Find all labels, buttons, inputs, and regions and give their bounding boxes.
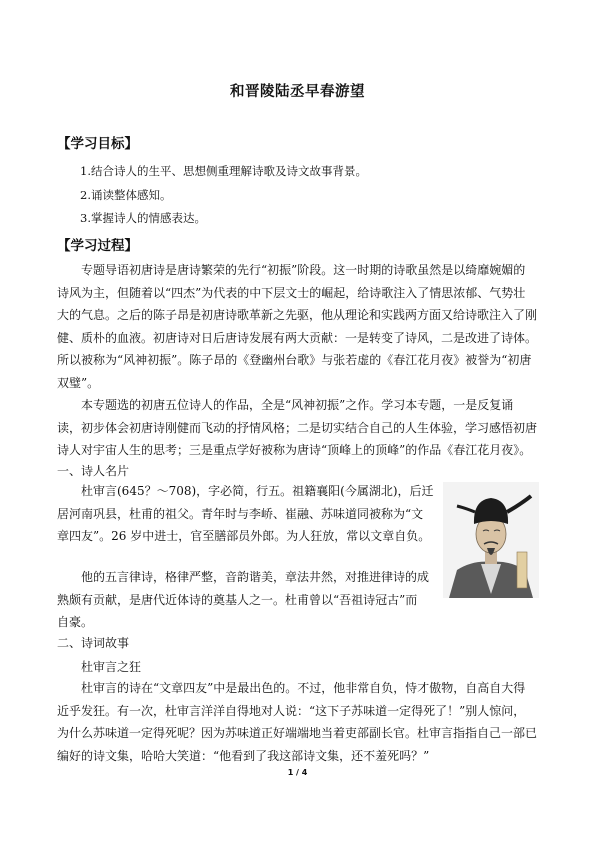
poet-portrait-image [443,482,539,598]
goal-item: 2.诵读整体感知。 [80,188,172,202]
text-line: 杜审言的诗在“文章四友”中是最出色的。不过，他非常自负，恃才傲物，自高自大得 [81,681,526,695]
text-line: 章四友”。26 岁中进士，官至膳部员外郎。为人狂放，常以文章自负。 [57,529,431,543]
section-heading-goals: 【学习目标】 [57,136,138,152]
goal-item: 1.结合诗人的生平、思想侧重理解诗歌及诗文故事背景。 [80,164,367,178]
text-line: 读，初步体会初唐诗刚健而飞动的抒情风格；二是切实结合自己的人生体验，学习感悟初唐 [57,420,538,435]
text-line: 诗人对宇宙人生的思考；三是重点学好被称为唐诗“顶峰上的顶峰”的作品《春江花月夜》。 [57,443,532,457]
page-title: 和晋陵陆丞早春游望 [230,84,365,100]
poet-paragraph-2 [57,566,429,634]
text-line: 近乎发狂。有一次，杜审言洋洋自得地对人说：“这下子苏味道一定得死了！”别人惊问， [57,703,526,718]
goal-item: 3.掌握诗人的情感表达。 [80,211,206,225]
portrait-illustration [443,482,539,598]
text-line: 他的五言律诗，格律严整，音韵谐美，章法井然，对推进律诗的成 [81,570,430,584]
text-line: 所以被称为“风神初振”。陈子昂的《登幽州台歌》与张若虚的《春江花月夜》被誉为“初唐 [57,353,532,367]
subsection-poet-card: 一、诗人名片 [57,464,130,478]
intro-paragraph-1 [57,259,537,394]
text-line: 编好的诗文集，哈哈大笑道：“他看到了我这部诗文集，还不羞死吗？” [57,748,430,763]
text-line: 自豪。 [57,615,94,629]
poet-paragraph-1 [57,480,434,548]
subsection-poem-story: 二、诗词故事 [57,636,130,650]
text-line: 熟颇有贡献，是唐代近体诗的奠基人之一。杜甫曾以“吾祖诗冠古”而 [57,592,418,607]
intro-paragraph-2 [57,394,537,462]
text-line: 健、质朴的血液。初唐诗对日后唐诗发展有两大贡献：一是转变了诗风，二是改进了诗体。 [57,330,538,345]
page-number: 1 / 4 [287,768,308,777]
text-line: 居河南巩县，杜甫的祖父。青年时与李峤、崔融、苏味道同被称为“文 [57,506,424,521]
story-title: 杜审言之狂 [81,660,142,674]
story-paragraph [57,677,537,767]
text-line: 为什么苏味道一定得死呢？因为苏味道正好端端地当着吏部副长官。杜审言指指自己一部已 [57,726,538,740]
text-line: 专题导语初唐诗是唐诗繁荣的先行“初振”阶段。这一时期的诗歌虽然是以绮靡婉媚的 [81,263,526,277]
section-heading-process: 【学习过程】 [57,238,138,254]
text-line: 双璧”。 [57,375,100,390]
text-line: 大的气息。之后的陈子昂是初唐诗歌革新之先驱，他从理论和实践两方面又给诗歌注入了刚 [57,308,538,322]
text-line: 本专题选的初唐五位诗人的作品，全是“风神初振”之作。学习本专题，一是反复诵 [81,398,514,412]
text-line: 杜审言(645？～708)，字必简，行五。祖籍襄阳(今属湖北)，后迁 [81,484,434,498]
text-line: 诗风为主，但随着以“四杰”为代表的中下层文士的崛起，给诗歌注入了情思浓郁、气势壮 [57,285,526,300]
